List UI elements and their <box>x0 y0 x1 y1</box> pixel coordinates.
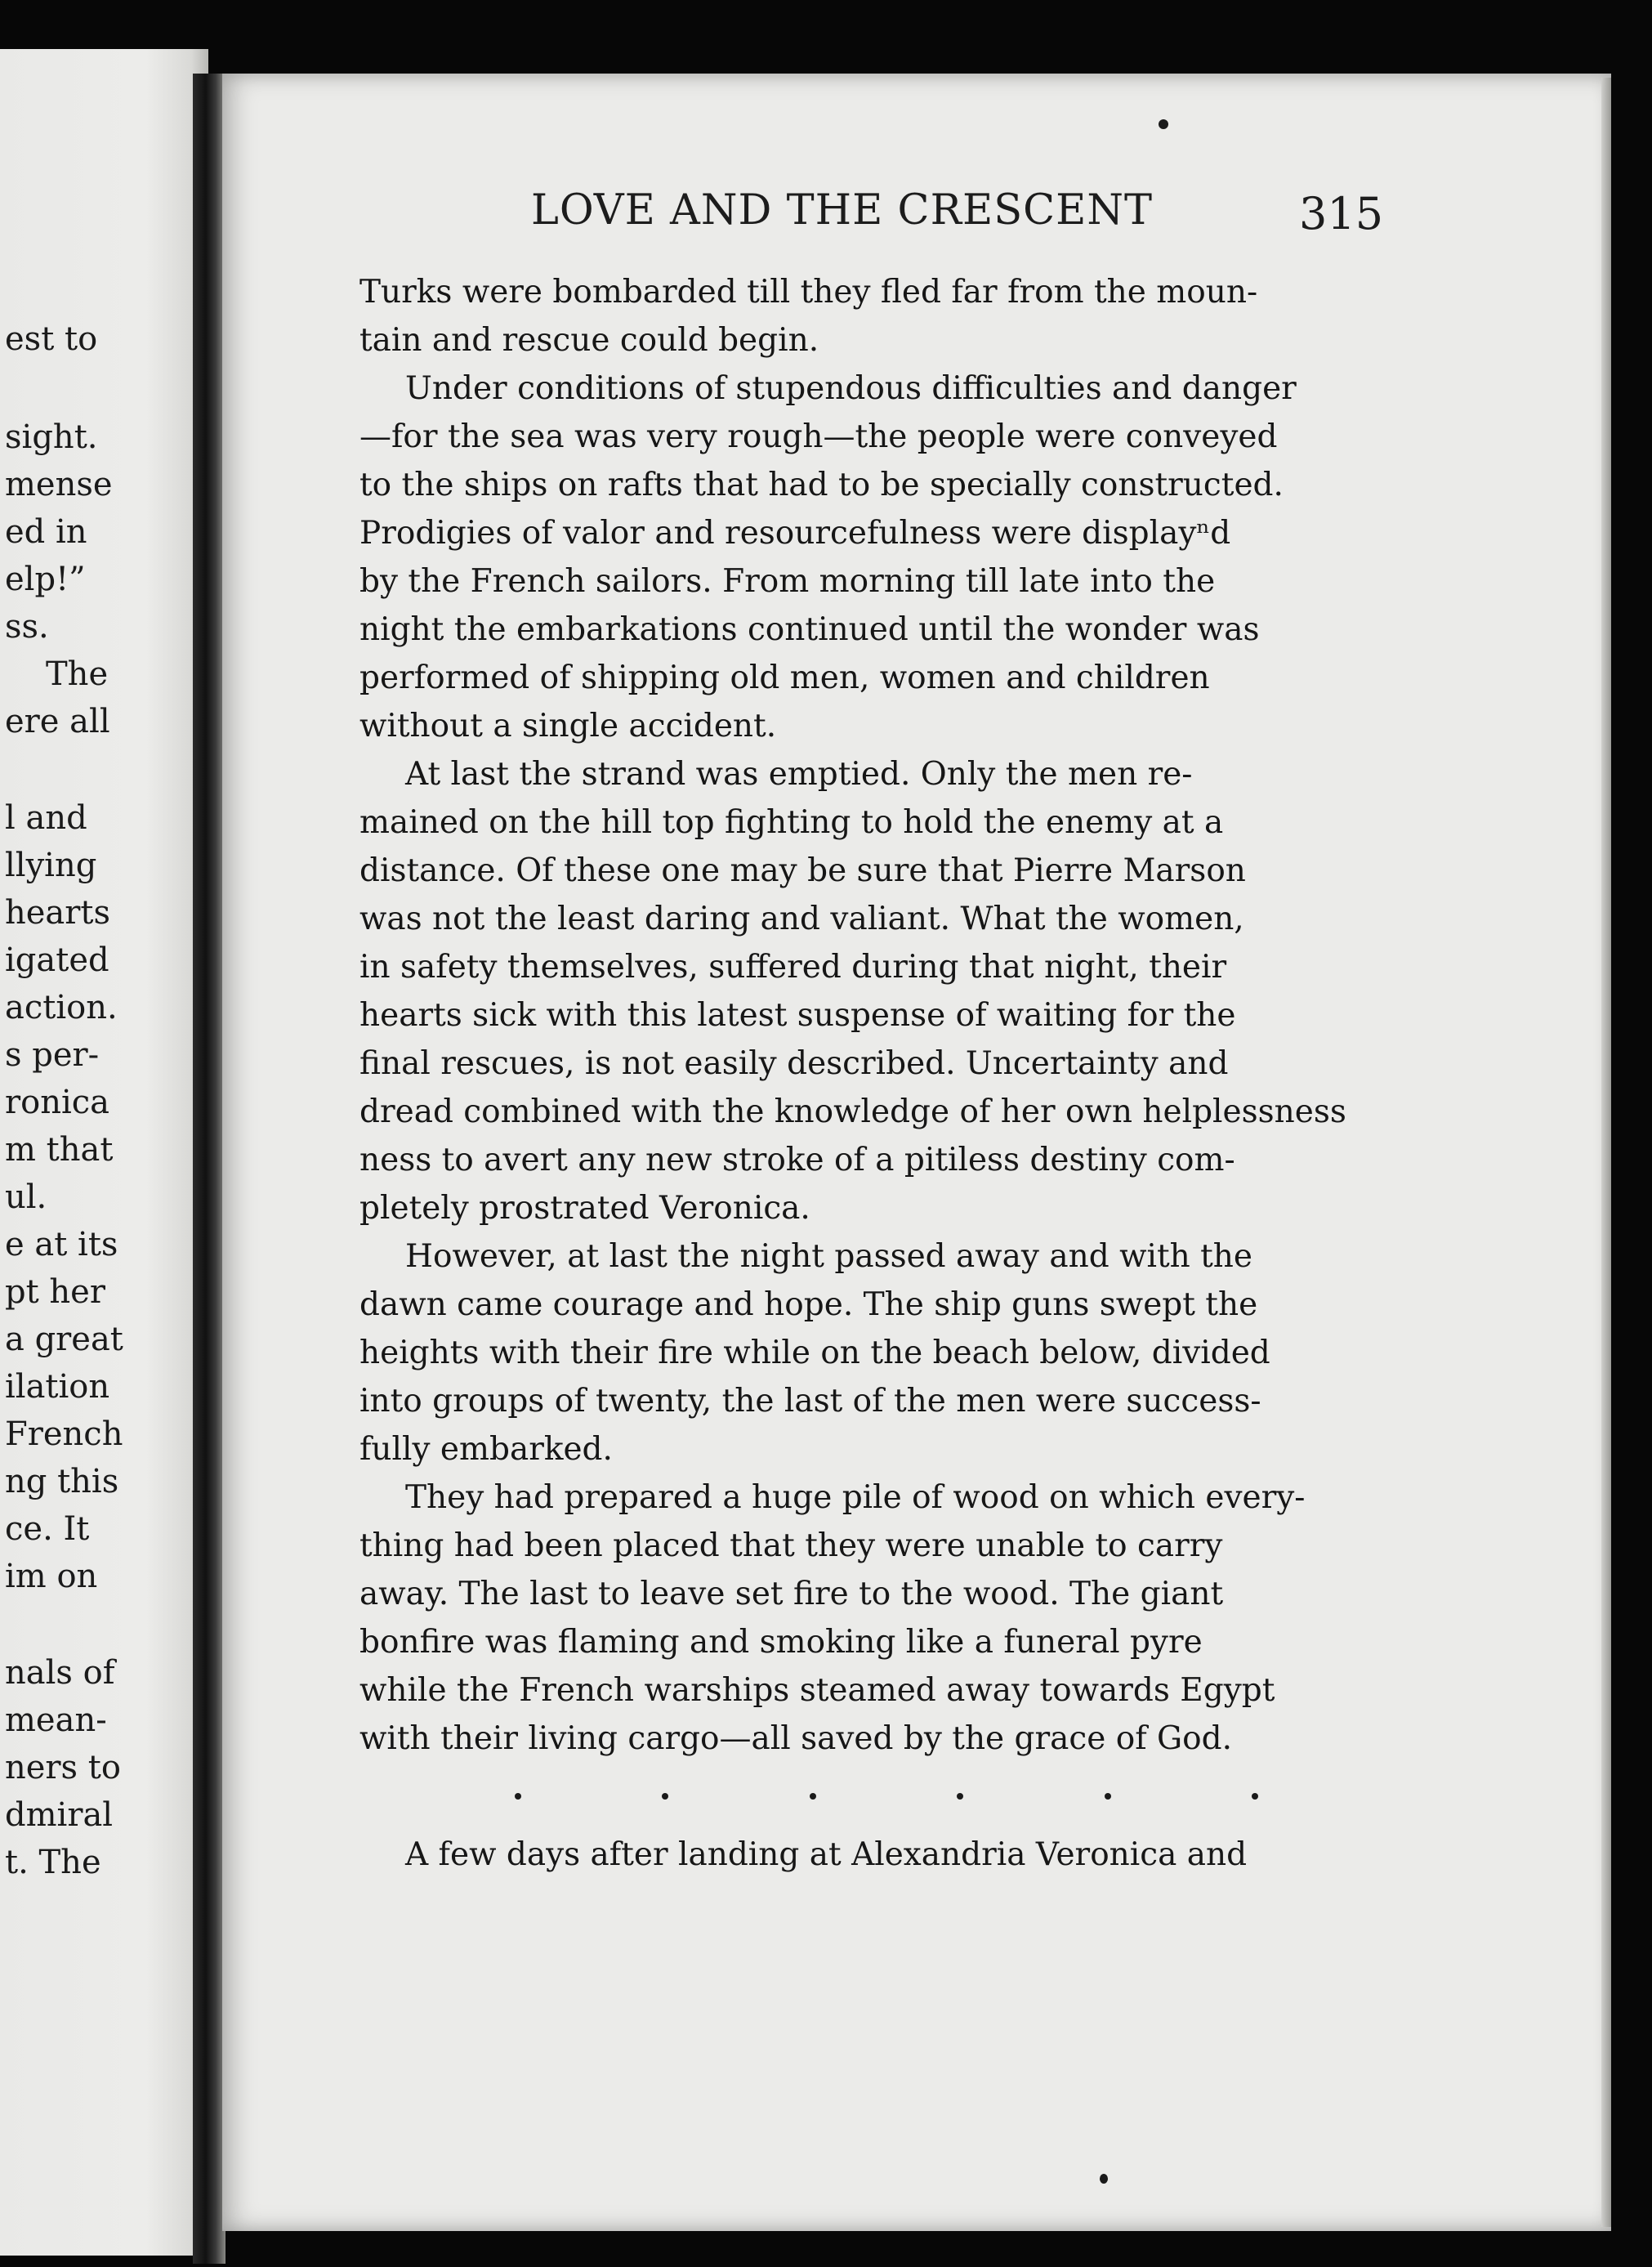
break-dot <box>1252 1793 1258 1800</box>
text-line: However, at last the night passed away and with the <box>405 1238 1253 1275</box>
text-line: without a single accident. <box>359 708 777 744</box>
text-line: was not the least daring and valiant. What the women, <box>359 901 1244 937</box>
break-dot <box>662 1793 668 1800</box>
left-fragment: ilation <box>5 1368 110 1406</box>
text-line: night the embarkations continued until the wonder was <box>359 611 1260 648</box>
left-fragment: ere all <box>5 703 110 740</box>
left-fragment: action. <box>5 989 118 1026</box>
left-fragment: elp!” <box>5 561 86 598</box>
left-fragment: llying <box>5 847 97 884</box>
previous-page-edge <box>0 49 208 2256</box>
ink-speck <box>1100 2174 1108 2184</box>
left-fragment: ng this <box>5 1463 119 1500</box>
section-break-dots <box>515 1793 1258 1800</box>
left-fragment: a great <box>5 1321 123 1358</box>
text-line: by the French sailors. From morning till late into the <box>359 563 1216 600</box>
text-line: in safety themselves, suffered during that night, their <box>359 949 1227 986</box>
text-line: to the ships on rafts that had to be specially constructed. <box>359 467 1284 503</box>
text-line: ness to avert any new stroke of a pitiless destiny com- <box>359 1142 1235 1178</box>
text-line: dread combined with the knowledge of her own helplessness <box>359 1093 1346 1130</box>
text-line: Prodigies of valor and resourcefulness were displayⁿd <box>359 515 1231 552</box>
break-dot <box>515 1793 521 1800</box>
text-line: with their living cargo—all saved by the grace of God. <box>359 1720 1233 1757</box>
text-line: performed of shipping old men, women and children <box>359 660 1210 696</box>
break-dot <box>957 1793 963 1800</box>
left-fragment: est to <box>5 320 98 358</box>
text-line: bonfire was flaming and smoking like a funeral pyre <box>359 1624 1203 1661</box>
left-fragment: mean- <box>5 1701 107 1739</box>
text-line: while the French warships steamed away towards Egypt <box>359 1672 1275 1709</box>
text-line: —for the sea was very rough—the people were conveyed <box>359 418 1278 455</box>
page-edge-shadow <box>1601 78 1611 2227</box>
text-line: They had prepared a huge pile of wood on which every- <box>405 1479 1306 1516</box>
page-number: 315 <box>1299 188 1384 239</box>
text-line: fully embarked. <box>359 1431 613 1468</box>
left-fragment: ed in <box>5 513 87 551</box>
text-line: Under conditions of stupendous difficulties and danger <box>405 370 1297 407</box>
left-fragment: nals of <box>5 1654 115 1692</box>
text-line: A few days after landing at Alexandria Veronica and <box>405 1836 1248 1873</box>
running-title: LOVE AND THE CRESCENT <box>531 186 1154 235</box>
text-line: hearts sick with this latest suspense of waiting for the <box>359 997 1236 1034</box>
left-fragment: ronica <box>5 1084 110 1121</box>
left-fragment: sight. <box>5 418 98 456</box>
book-spine <box>193 74 225 2264</box>
text-line: pletely prostrated Veronica. <box>359 1190 810 1227</box>
break-dot <box>1105 1793 1111 1800</box>
left-fragment: mense <box>5 466 113 503</box>
left-fragment: ce. It <box>5 1510 90 1548</box>
left-fragment: French <box>5 1415 123 1453</box>
text-line: away. The last to leave set fire to the wood. The giant <box>359 1576 1224 1612</box>
text-line: Turks were bombarded till they fled far from the moun- <box>359 274 1258 311</box>
text-line: heights with their fire while on the beach below, divided <box>359 1335 1270 1371</box>
text-line: distance. Of these one may be sure that Pierre Marson <box>359 852 1246 889</box>
left-fragment: t. The <box>5 1844 101 1881</box>
left-fragment: ss. <box>5 608 49 646</box>
left-fragment: im on <box>5 1558 98 1595</box>
text-line: into groups of twenty, the last of the men were success- <box>359 1383 1261 1420</box>
left-fragment: m that <box>5 1131 114 1169</box>
left-fragment: dmiral <box>5 1796 114 1834</box>
left-fragment: e at its <box>5 1226 118 1263</box>
left-fragment: ners to <box>5 1749 121 1786</box>
ink-speck <box>1159 119 1168 129</box>
page-header <box>531 186 1384 244</box>
text-line: mained on the hill top fighting to hold the enemy at a <box>359 804 1224 841</box>
text-line: thing had been placed that they were unable to carry <box>359 1527 1223 1564</box>
text-line: tain and rescue could begin. <box>359 322 819 359</box>
left-fragment: igated <box>5 941 109 979</box>
left-fragment: ul. <box>5 1178 47 1216</box>
text-line: dawn came courage and hope. The ship guns swept the <box>359 1286 1258 1323</box>
left-fragment: s per- <box>5 1036 100 1074</box>
break-dot <box>810 1793 816 1800</box>
left-fragment: pt her <box>5 1273 105 1311</box>
left-fragment: l and <box>5 799 87 837</box>
left-fragment: The <box>46 655 109 693</box>
text-line: At last the strand was emptied. Only the men re- <box>405 756 1193 793</box>
left-fragment: hearts <box>5 894 111 932</box>
text-line: final rescues, is not easily described. Uncertainty and <box>359 1045 1229 1082</box>
